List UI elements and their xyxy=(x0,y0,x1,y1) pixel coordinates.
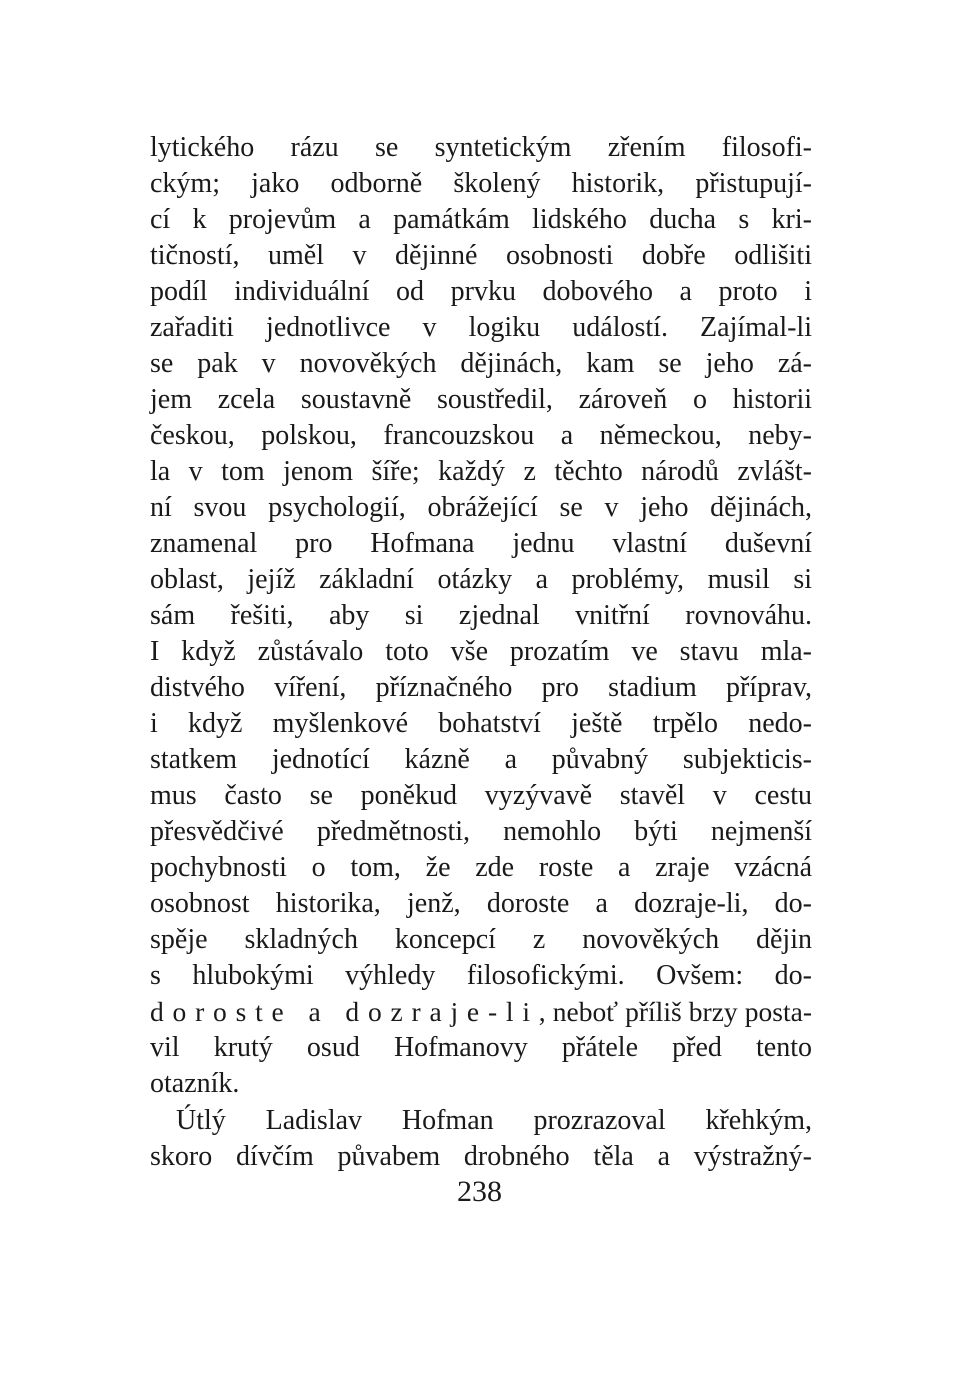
text-line: i když myšlenkové bohatství ještě trpělo nedo- xyxy=(150,708,812,739)
body-text xyxy=(150,130,812,1175)
text-line: znamenal pro Hofmana jednu vlastní duševní xyxy=(150,528,812,559)
page-number: 238 xyxy=(457,1175,502,1208)
text-line: s hlubokými výhledy filosofickými. Ovšem: do- xyxy=(150,960,812,991)
text-line: přesvědčivé předmětnosti, nemohlo býti nejmenší xyxy=(150,816,812,847)
text-line: oblast, jejíž základní otázky a problémy, musil si xyxy=(150,564,812,595)
text-line: I když zůstávalo toto vše prozatím ve stavu mla- xyxy=(150,636,812,667)
text-line: distvého víření, příznačného pro stadium příprav, xyxy=(150,672,812,703)
text-line: tičností, uměl v dějinné osobnosti dobře odlišiti xyxy=(150,240,812,271)
text-line: zařaditi jednotlivce v logiku událostí. Zajímal-li xyxy=(150,312,812,343)
emphasized-spaced-text: doroste a dozraje-li xyxy=(150,996,539,1027)
text-line: la v tom jenom šíře; každý z těchto národů zvlášt- xyxy=(150,456,812,487)
text-line: ckým; jako odborně školený historik, přistupují- xyxy=(150,168,812,199)
text-line: osobnost historika, jenž, doroste a dozraje-li, do- xyxy=(150,888,812,919)
text-line: mus často se poněkud vyzývavě stavěl v cestu xyxy=(150,780,812,811)
text-line: lytického rázu se syntetickým zřením filosofi- xyxy=(150,132,812,163)
text-line: spěje skladných koncepcí z novověkých dějin xyxy=(150,924,812,955)
text-line: vil krutý osud Hofmanovy přátele před tento xyxy=(150,1032,812,1063)
text-line: jem zcela soustavně soustředil, zároveň o historii xyxy=(150,384,812,415)
paragraph-end-line: otazník. xyxy=(150,1068,240,1099)
text-line: skoro dívčím půvabem drobného těla a výstražný- xyxy=(150,1141,812,1172)
text-line: podíl individuální od prvku dobového a proto i xyxy=(150,276,812,307)
text-line: pochybnosti o tom, že zde roste a zraje vzácná xyxy=(150,852,812,883)
text-line: ní svou psychologií, obrážející se v jeho dějinách, xyxy=(150,492,812,523)
paragraph-start-line: Útlý Ladislav Hofman prozrazoval křehkým, xyxy=(176,1105,812,1136)
text-line-mixed xyxy=(150,994,812,1030)
text-line: statkem jednotící kázně a půvabný subjekticis- xyxy=(150,744,812,775)
text-line: cí k projevům a památkám lidského ducha s kri- xyxy=(150,204,812,235)
text-line: se pak v novověkých dějinách, kam se jeho zá- xyxy=(150,348,812,379)
text-line: českou, polskou, francouzskou a německou, neby- xyxy=(150,420,812,451)
text-line: sám řešiti, aby si zjednal vnitřní rovnováhu. xyxy=(150,600,812,631)
text-line-rest: , neboť příliš brzy posta- xyxy=(538,996,812,1027)
